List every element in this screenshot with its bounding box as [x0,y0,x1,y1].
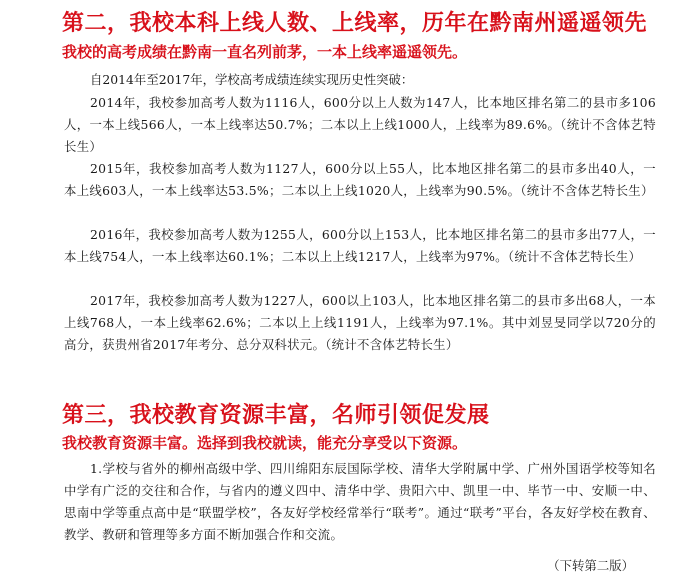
paragraph-2014: 2014年，我校参加高考人数为1116人，600分以上人数为147人，比本地区排名第二的县市多106人，一本上线566人，一本上线率达50.7%；二本以上上线1000人，上线率为89.6%。（统计不含体艺特长生） [64,95,656,154]
section3-paragraph: 1.学校与省外的柳州高级中学、四川绵阳东辰国际学校、清华大学附属中学、广州外国语学校等知名中学有广泛的交往和合作，与省内的遵义四中、清华中学、贵阳六中、凯里一中、毕节一中、安顺一中、思南中学等重点高中是“联盟学校”，各友好学校经常举行“联考”。通过“联考”平台，各友好学校在教育、教学、教研和管理等多方面不断加强合作和交流。 [64,461,656,542]
paragraph-2015: 2015年，我校参加高考人数为1127人，600分以上55人，比本地区排名第二的县市多出40人，一本上线603人，一本上线率达53.5%；二本以上上线1020人，上线率为90.5%。（统计不含体艺特长生） [64,161,656,198]
section2-intro: 自2014年至2017年，学校高考成绩连续实现历史性突破： [90,72,414,87]
section3-subheading: 我校教育资源丰富。选择到我校就读，能充分享受以下资源。 [62,434,468,452]
paragraph-2016: 2016年，我校参加高考人数为1255人，600分以上153人，比本地区排名第二的县市多出77人，一本上线754人，一本上线率达60.1%；二本以上上线1217人，上线率为97%。（统计不含体艺特长生） [64,227,656,264]
continued-note: （下转第二版） [547,558,634,573]
paragraph-2017: 2017年，我校参加高考人数为1227人，600以上103人，比本地区排名第二的县市多出68人，一本上线768人，一本上线率62.6%；二本以上上线1191人，上线率为97.1%。其中刘昱旻同学以720分的高分，获贵州省2017年考分、总分双科状元。（统计不含体艺特长生） [64,293,656,352]
section2-subheading: 我校的高考成绩在黔南一直名列前茅，一本上线率遥遥领先。 [62,43,468,61]
section3-heading: 第三，我校教育资源丰富，名师引领促发展 [62,403,490,428]
section2-heading: 第二，我校本科上线人数、上线率，历年在黔南州遥遥领先 [62,11,648,36]
